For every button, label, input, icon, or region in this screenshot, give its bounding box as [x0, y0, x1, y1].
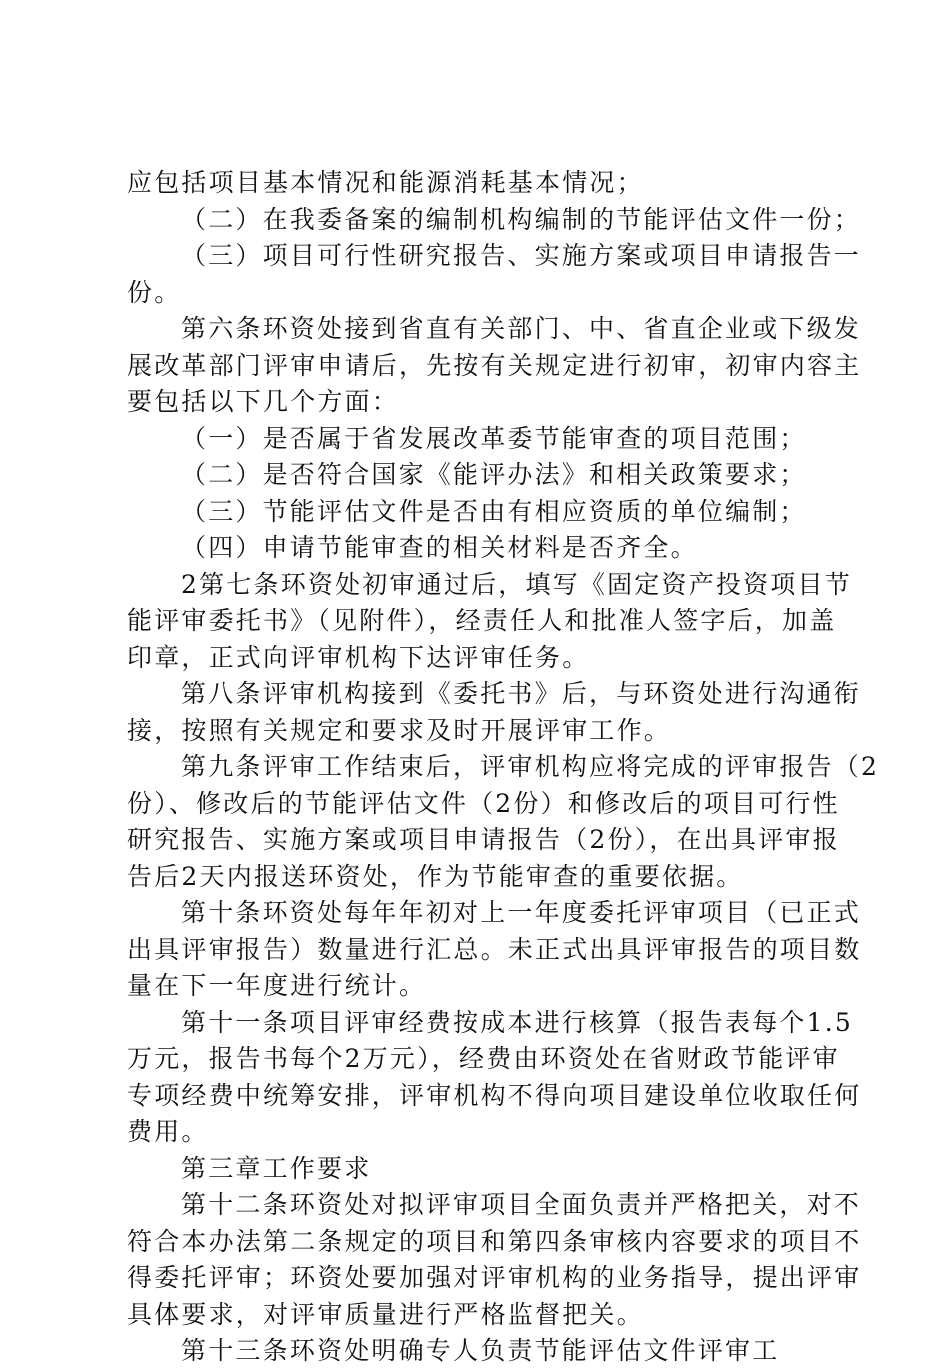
text-line: 第十三条环资处明确专人负责节能评估文件评审工	[181, 1336, 780, 1365]
text-line: 第九条评审工作结束后，评审机构应将完成的评审报告（2	[181, 752, 880, 781]
text-line: 费用。	[127, 1117, 209, 1146]
text-line: 第十条环资处每年年初对上一年度委托评审项目（已正式	[181, 898, 862, 927]
text-line: 出具评审报告）数量进行汇总。未正式出具评审报告的项目数	[127, 934, 862, 964]
text-line: 得委托评审；环资处要加强对评审机构的业务指导，提出评审	[127, 1263, 862, 1292]
section-heading: 第三章工作要求	[181, 1153, 372, 1183]
text-line: （三）节能评估文件是否由有相应资质的单位编制；	[181, 496, 807, 526]
text-line: 展改革部门评审申请后，先按有关规定进行初审，初审内容主	[127, 350, 862, 380]
text-line: （三）项目可行性研究报告、实施方案或项目申请报告一	[181, 241, 862, 270]
text-line: 量在下一年度进行统计。	[127, 971, 427, 1000]
text-line: 能评审委托书》（见附件），经责任人和批准人签字后，加盖	[127, 606, 837, 635]
text-line: 印章，正式向评审机构下达评审任务。	[127, 642, 590, 672]
text-line: 要包括以下几个方面：	[127, 387, 400, 416]
text-line: （一）是否属于省发展改革委节能审查的项目范围；	[181, 423, 807, 453]
text-line: 第十一条项目评审经费按成本进行核算（报告表每个1.5	[181, 1007, 853, 1037]
text-line: （二）在我委备案的编制机构编制的节能评估文件一份；	[181, 204, 862, 234]
text-line: （二）是否符合国家《能评办法》和相关政策要求；	[181, 460, 807, 489]
text-line: （四）申请节能审查的相关材料是否齐全。	[181, 533, 698, 562]
text-line: 2第七条环资处初审通过后，填写《固定资产投资项目节	[181, 569, 852, 599]
document-body	[127, 165, 880, 1370]
text-line: 万元，报告书每个2万元），经费由环资处在省财政节能评审	[127, 1044, 840, 1073]
text-line: 专项经费中统筹安排，评审机构不得向项目建设单位收取任何	[127, 1080, 862, 1110]
text-line: 具体要求，对评审质量进行严格监督把关。	[127, 1299, 644, 1329]
text-line: 第十二条环资处对拟评审项目全面负责并严格把关，对不	[181, 1190, 862, 1219]
text-line: 接，按照有关规定和要求及时开展评审工作。	[127, 715, 672, 745]
text-line: 第八条评审机构接到《委托书》后，与环资处进行沟通衔	[181, 679, 862, 708]
text-line: 应包括项目基本情况和能源消耗基本情况；	[127, 168, 644, 197]
text-line: 份。	[127, 277, 182, 307]
text-line: 符合本办法第二条规定的项目和第四条审核内容要求的项目不	[127, 1226, 862, 1256]
text-line: 份）、修改后的节能评估文件（2份）和修改后的项目可行性	[127, 788, 840, 818]
text-line: 告后2天内报送环资处，作为节能审查的重要依据。	[127, 861, 744, 891]
text-line: 第六条环资处接到省直有关部门、中、省直企业或下级发	[181, 314, 862, 343]
text-line: 研究报告、实施方案或项目申请报告（2份），在出具评审报	[127, 825, 840, 854]
